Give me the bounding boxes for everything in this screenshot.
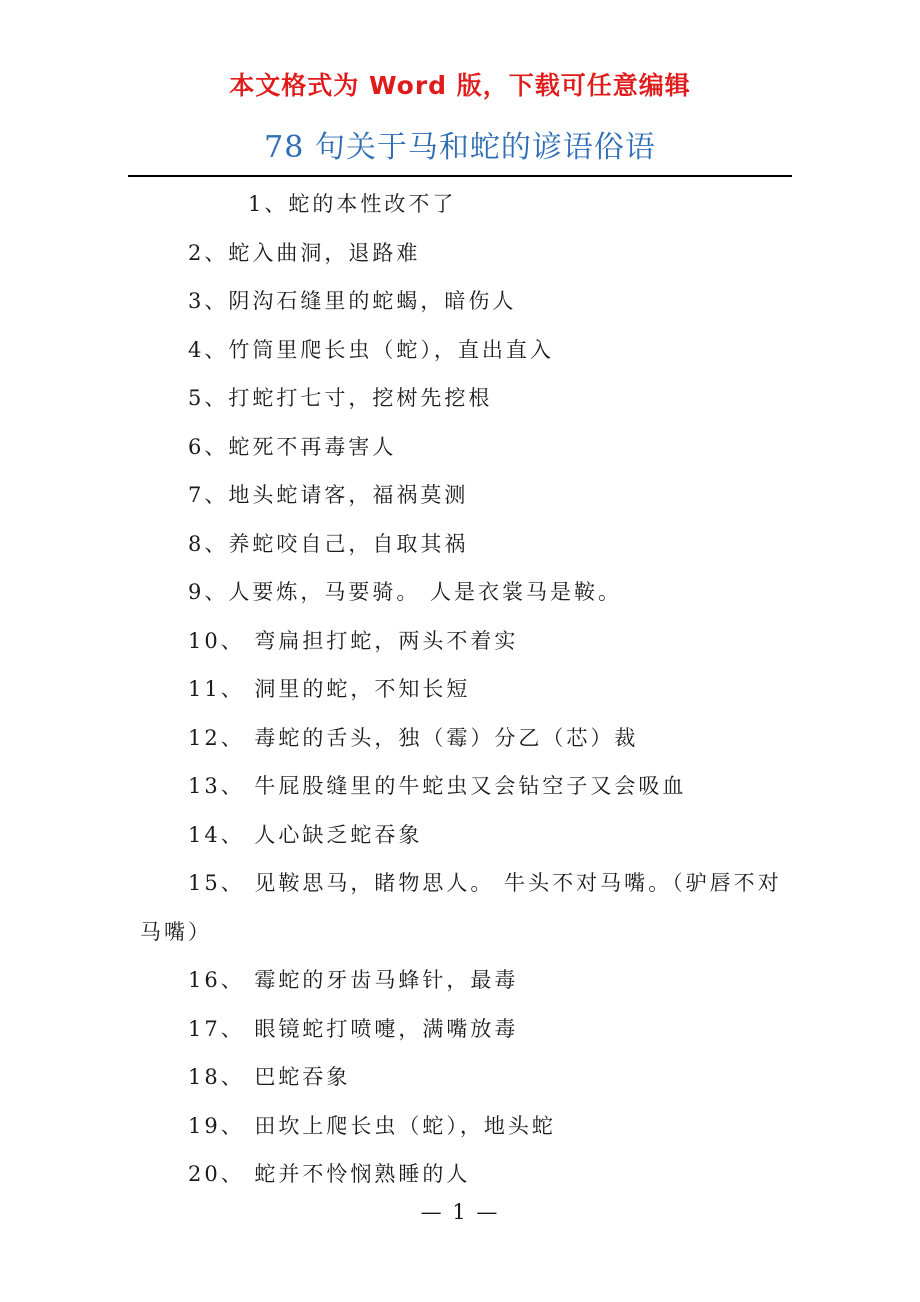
proverb-item: 2、蛇入曲洞，退路难 (188, 240, 421, 265)
proverb-item: 19、 田坎上爬长虫（蛇），地头蛇 (188, 1113, 556, 1138)
proverb-item: 16、 霉蛇的牙齿马蜂针，最毒 (188, 968, 519, 992)
proverb-list (140, 180, 790, 1199)
proverb-item: 6、蛇死不再毒害人 (188, 434, 397, 459)
proverb-item: 9、人要炼，马要骑。 人是衣裳马是鞍。 (188, 580, 623, 604)
proverb-item: 14、 人心缺乏蛇吞象 (188, 822, 423, 847)
proverb-item: 5、打蛇打七寸，挖树先挖根 (188, 386, 493, 410)
proverb-item: 17、 眼镜蛇打喷嚏，满嘴放毒 (188, 1016, 519, 1041)
page-number: — 1 — (420, 1200, 500, 1224)
proverb-item: 7、地头蛇请客，福祸莫测 (188, 483, 469, 507)
proverb-item: 20、 蛇并不怜悯熟睡的人 (188, 1162, 471, 1186)
format-notice: 本文格式为 Word 版，下载可任意编辑 (229, 71, 691, 100)
proverb-item: 13、 牛屁股缝里的牛蛇虫又会钻空子又会吸血 (188, 774, 687, 798)
proverb-item: 15、 见鞍思马，睹物思人。 牛头不对马嘴。（驴唇不对马嘴） (140, 871, 782, 944)
proverb-item: 4、竹筒里爬长虫（蛇），直出直入 (188, 337, 554, 362)
proverb-item: 1、蛇的本性改不了 (248, 192, 457, 216)
proverb-item: 18、 巴蛇吞象 (188, 1065, 351, 1089)
proverb-item: 8、养蛇咬自己，自取其祸 (188, 531, 469, 556)
proverb-item: 3、阴沟石缝里的蛇蝎，暗伤人 (188, 289, 517, 313)
title-divider (128, 175, 792, 177)
proverb-item: 11、 洞里的蛇，不知长短 (188, 677, 471, 701)
proverb-item: 10、 弯扁担打蛇，两头不着实 (188, 628, 519, 653)
document-title: 78 句关于马和蛇的谚语俗语 (264, 130, 656, 165)
proverb-item: 12、 毒蛇的舌头，独（霉）分乙（芯）裁 (188, 725, 639, 750)
